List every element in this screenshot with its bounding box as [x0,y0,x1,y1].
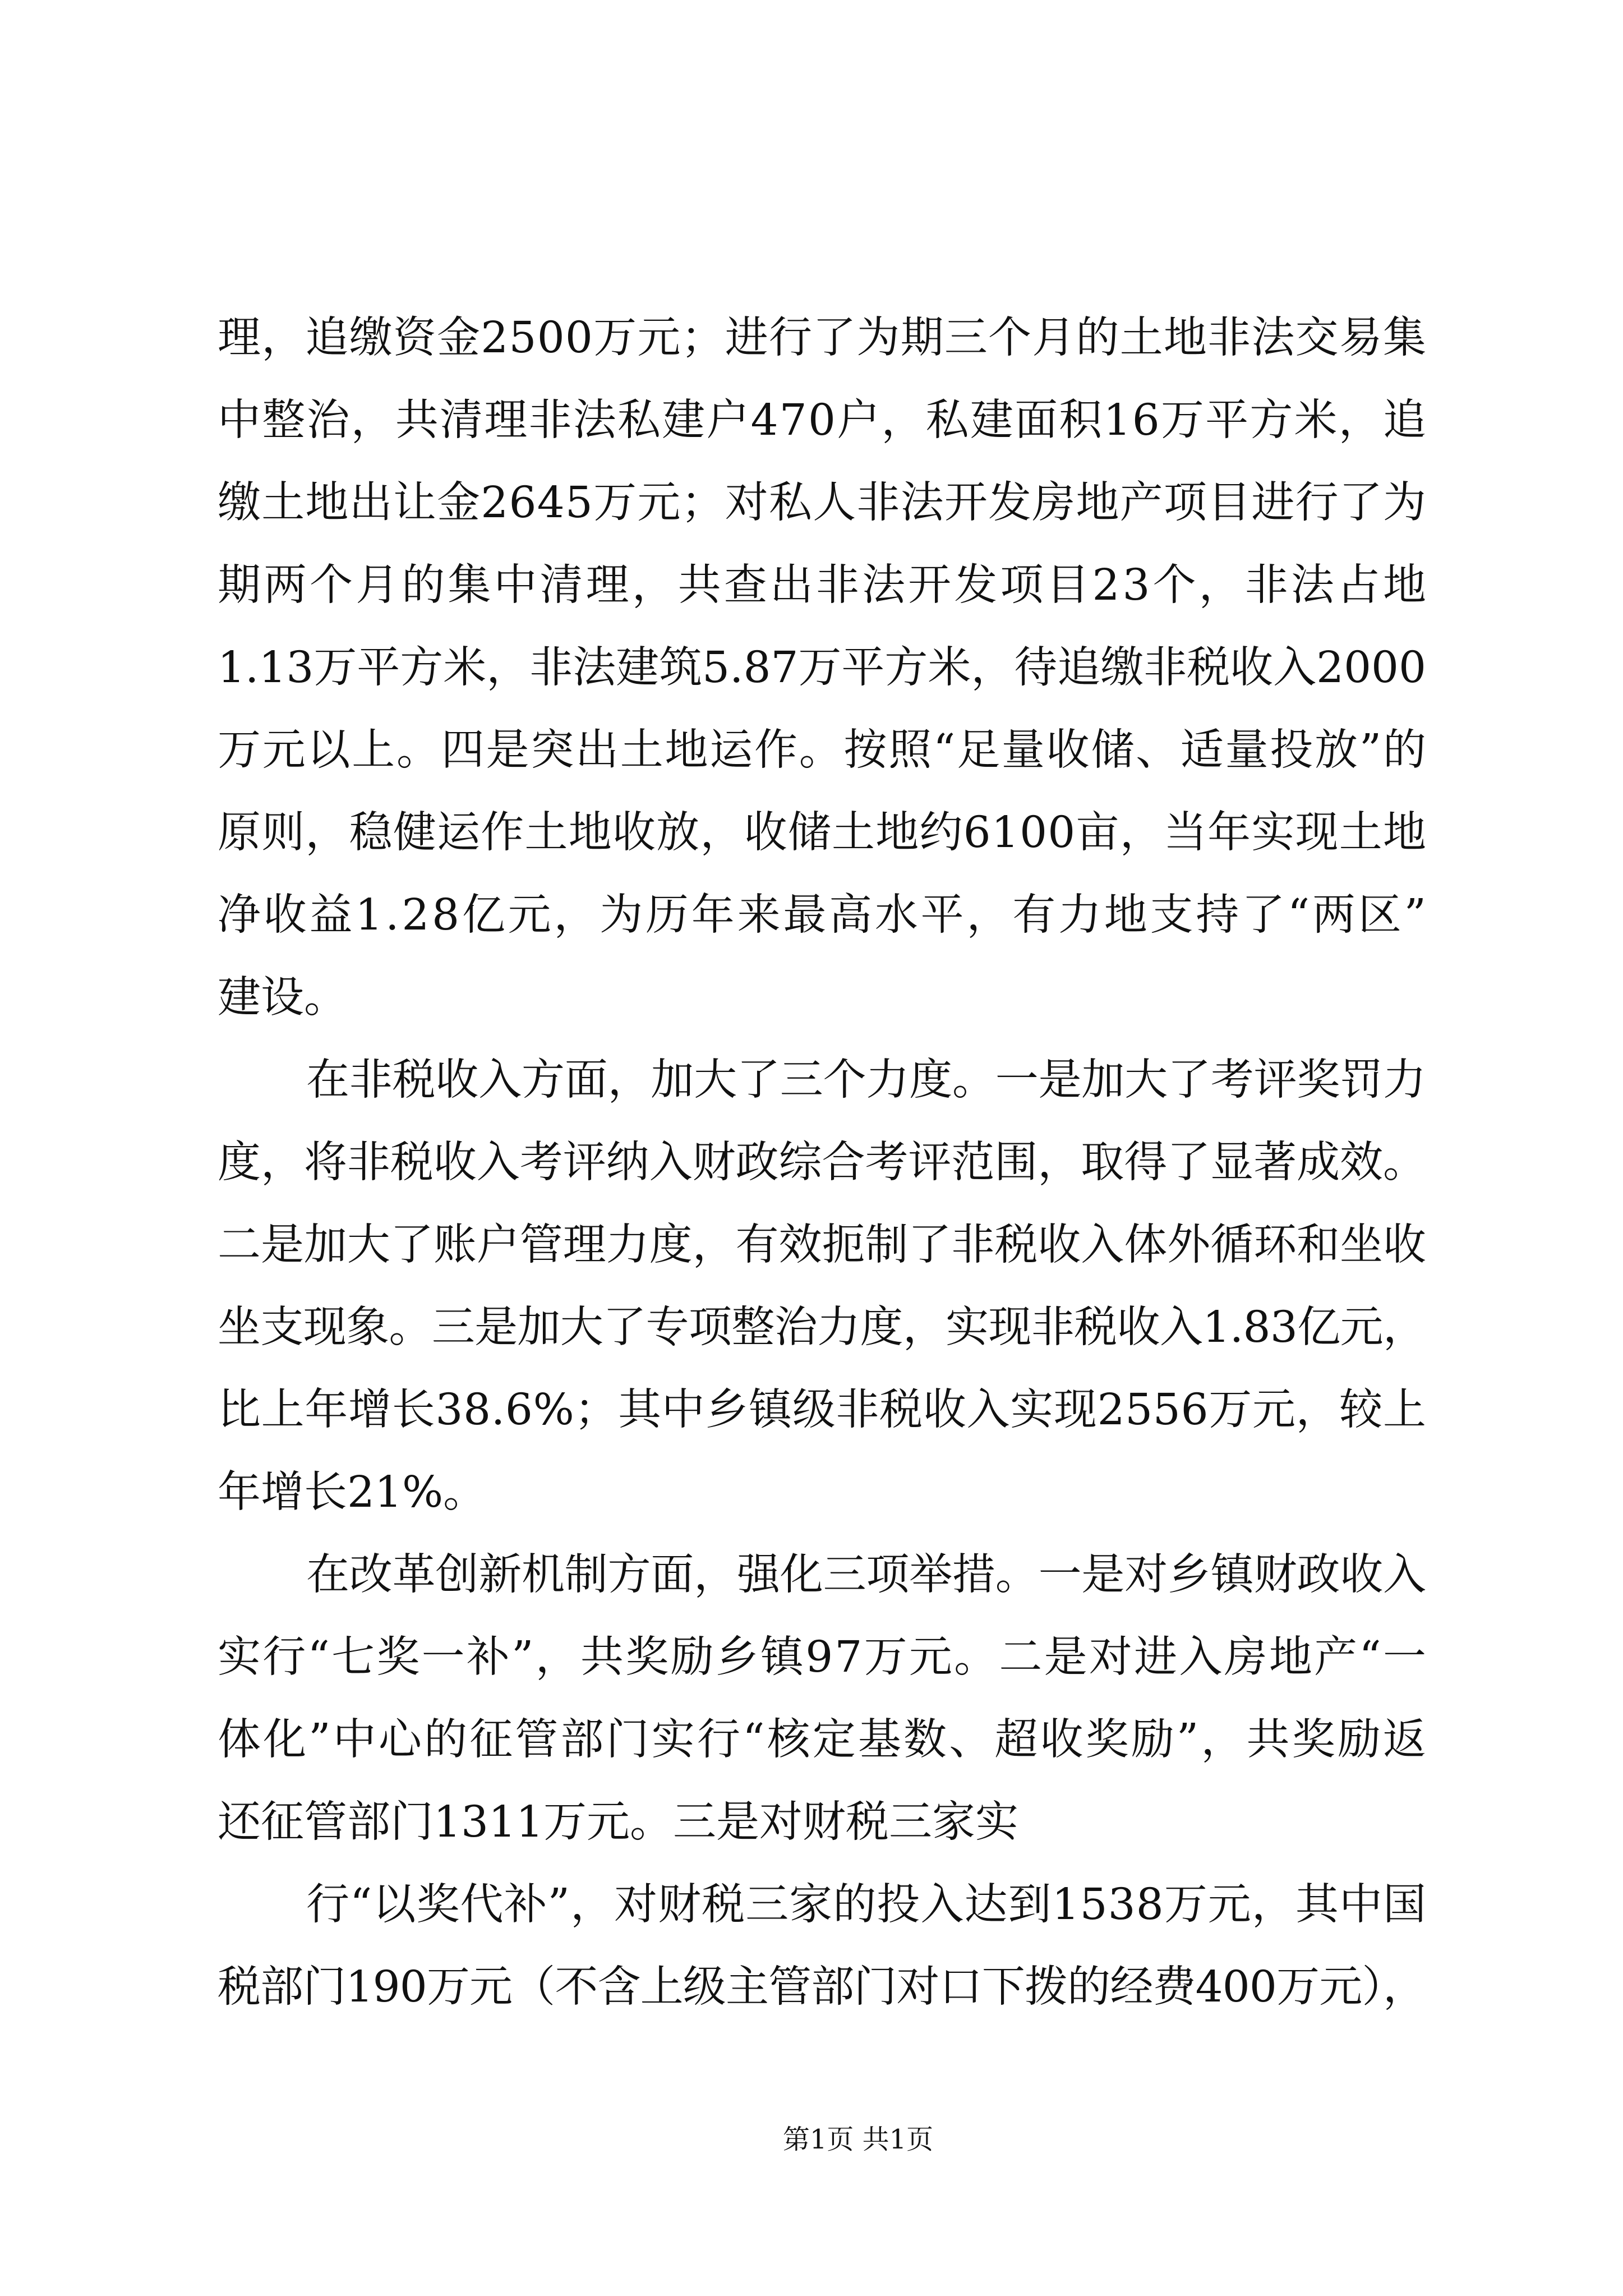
text-line: 坐支现象。三是加大了专项整治力度，实现非税收入1.83亿元， [218,1303,1426,1352]
text-line: 还征管部门1311万元。三是对财税三家实 [218,1797,1018,1847]
text-line: 中整治，共清理非法私建户470户，私建面积16万平方米，追 [218,395,1428,445]
text-line: 理，追缴资金2500万元；进行了为期三个月的土地非法交易集 [218,313,1427,363]
text-line: 行“以奖代补”，对财税三家的投入达到1538万元，其中国 [306,1880,1427,1930]
text-line: 在改革创新机制方面，强化三项举措。一是对乡镇财政收入 [306,1550,1426,1600]
page-footer: 第1页 共1页 [782,2124,934,2155]
text-line: 二是加大了账户管理力度，有效扼制了非税收入体外循环和坐收 [218,1220,1426,1270]
text-line: 缴土地出让金2645万元；对私人非法开发房地产项目进行了为 [218,478,1427,528]
text-line: 年增长21%。 [218,1467,487,1517]
paragraph [218,1864,1426,2028]
text-line: 在非税收入方面，加大了三个力度。一是加大了考评奖罚力 [306,1055,1426,1105]
body-text [218,297,1430,2028]
text-line: 税部门190万元（不含上级主管部门对口下拨的经费400万元）， [218,1962,1426,2012]
paragraph [218,1039,1426,1534]
text-line: 原则，稳健运作土地收放，收储土地约6100亩，当年实现土地 [218,808,1427,858]
text-line: 期两个月的集中清理，共查出非法开发项目23个，非法占地 [218,560,1430,610]
paragraph [218,1534,1429,1864]
text-line: 1.13万平方米，非法建筑5.87万平方米，待追缴非税收入2000 [218,643,1426,693]
text-line: 实行“七奖一补”，共奖励乡镇97万元。二是对进入房地产“一 [218,1632,1428,1682]
paragraph [218,297,1430,1039]
text-line: 净收益1.28亿元，为历年来最高水平，有力地支持了“两区” [218,890,1429,940]
text-line: 体化”中心的征管部门实行“核定基数、超收奖励”，共奖励返 [218,1715,1429,1765]
text-line: 万元以上。四是突出土地运作。按照“足量收储、适量投放”的 [218,725,1428,775]
text-line: 比上年增长38.6%；其中乡镇级非税收入实现2556万元，较上 [218,1385,1427,1435]
text-line: 建设。 [218,973,347,1023]
text-line: 度，将非税收入考评纳入财政综合考评范围，取得了显著成效。 [218,1138,1426,1188]
